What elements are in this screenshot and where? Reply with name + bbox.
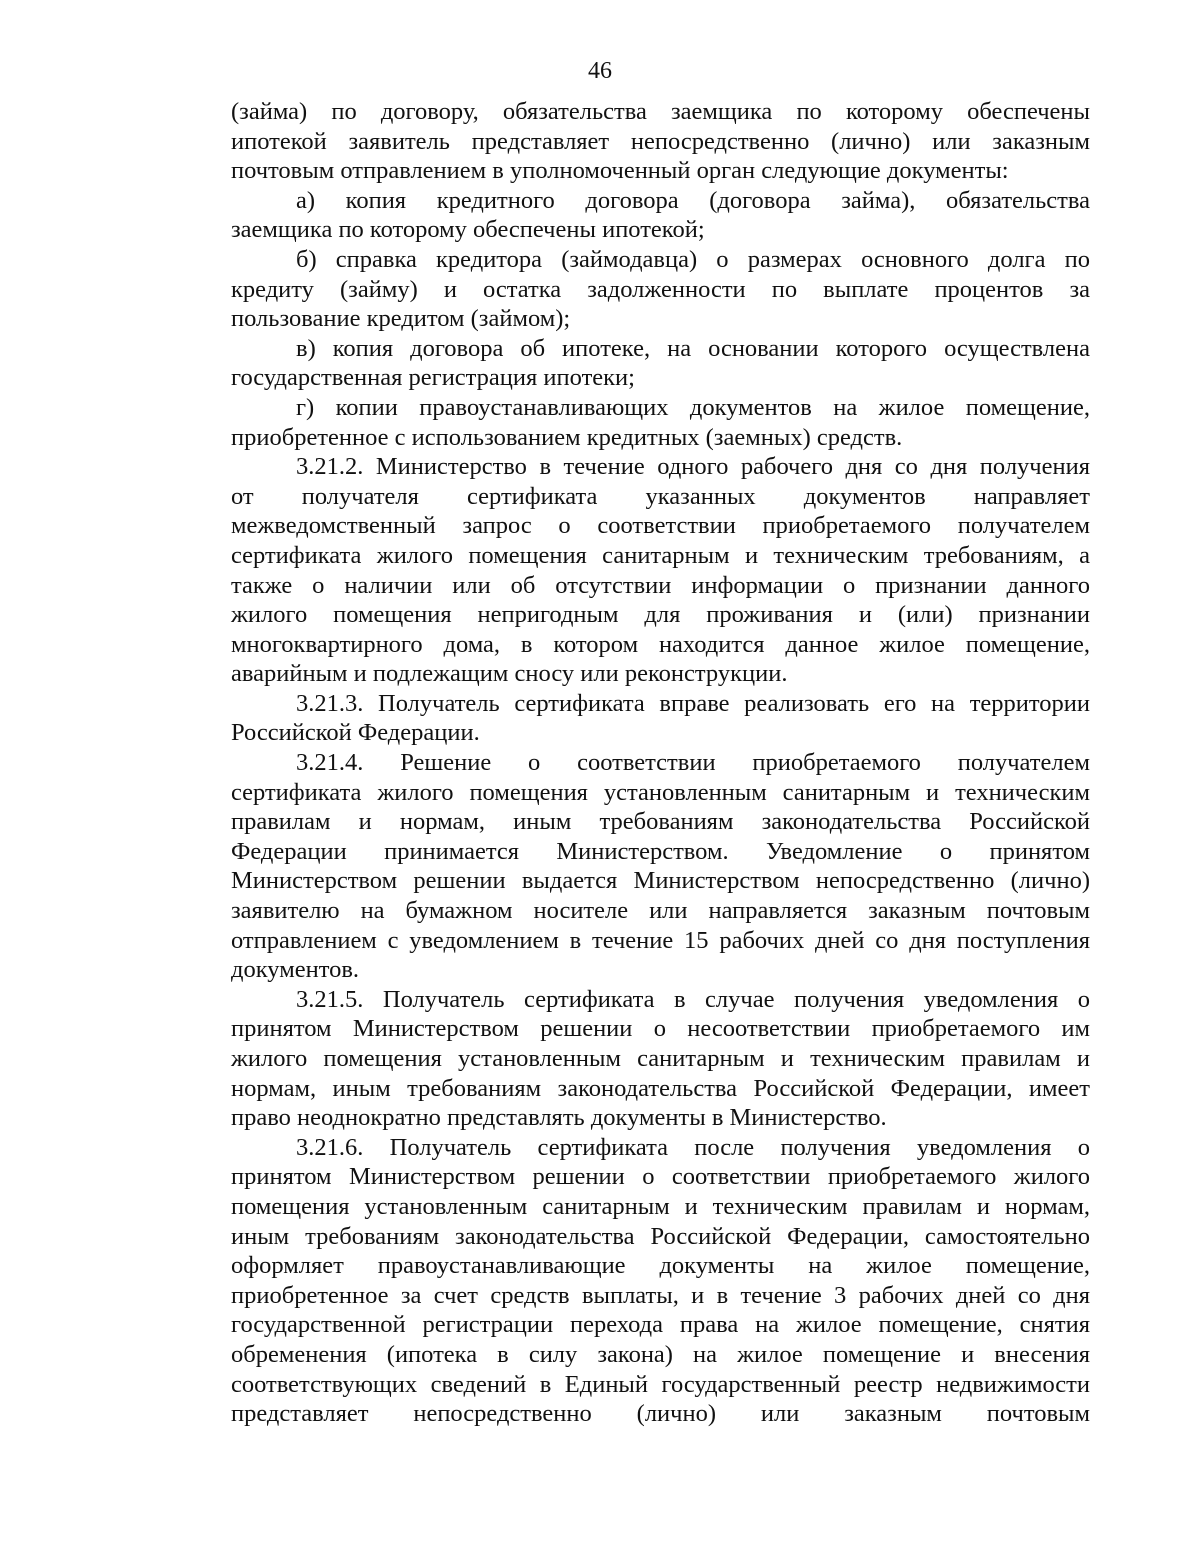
text-line: представляет непосредственно (лично) или заказным почтовым xyxy=(231,1400,1090,1428)
text-line: иным требованиям законодательства Российской Федерации, самостоятельно xyxy=(231,1222,1090,1250)
text-line: нормам, иным требованиям законодательства Российской Федерации, имеет xyxy=(231,1074,1090,1102)
text-line: оформляет правоустанавливающие документы на жилое помещение, xyxy=(231,1252,1090,1280)
text-line: Министерством решении выдается Министерством непосредственно (лично) xyxy=(231,867,1090,895)
text-line: Федерации принимается Министерством. Уведомление о принятом xyxy=(231,837,1090,865)
text-line: государственная регистрация ипотеки; xyxy=(231,364,635,392)
document-body xyxy=(231,97,1090,1429)
text-line: сертификата жилого помещения санитарным и техническим требованиям, а xyxy=(231,541,1090,569)
text-line: заемщика по которому обеспечены ипотекой; xyxy=(231,216,705,244)
text-line: 3.21.4. Решение о соответствии приобретаемого получателем xyxy=(296,749,1090,777)
text-line: жилого помещения непригодным для проживания и (или) признании xyxy=(231,601,1090,629)
text-line: аварийным и подлежащим сносу или реконструкции. xyxy=(231,660,788,688)
text-line: документов. xyxy=(231,956,360,984)
text-line: пользование кредитом (займом); xyxy=(231,305,571,333)
text-line: право неоднократно представлять документы в Министерство. xyxy=(231,1104,887,1132)
text-line: 3.21.5. Получатель сертификата в случае получения уведомления о xyxy=(296,985,1090,1013)
text-line: кредиту (займу) и остатка задолженности по выплате процентов за xyxy=(231,275,1090,303)
text-line: многоквартирного дома, в котором находится данное жилое помещение, xyxy=(231,630,1090,658)
text-line: ипотекой заявитель представляет непосредственно (лично) или заказным xyxy=(231,127,1090,155)
text-line: соответствующих сведений в Единый государственный реестр недвижимости xyxy=(231,1370,1090,1398)
text-line: заявителю на бумажном носителе или направляется заказным почтовым xyxy=(231,897,1090,925)
text-line: принятом Министерством решении о несоответствии приобретаемого им xyxy=(231,1015,1090,1043)
text-line: в) копия договора об ипотеке, на основании которого осуществлена xyxy=(296,334,1090,362)
text-line: (займа) по договору, обязательства заемщика по которому обеспечены xyxy=(231,98,1090,125)
text-line: правилам и нормам, иным требованиям законодательства Российской xyxy=(231,808,1090,836)
text-line: приобретенное с использованием кредитных (заемных) средств. xyxy=(231,423,903,451)
text-line: межведомственный запрос о соответствии приобретаемого получателем xyxy=(231,512,1090,540)
text-line: 3.21.3. Получатель сертификата вправе реализовать его на территории xyxy=(296,689,1090,717)
text-line: почтовым отправлением в уполномоченный орган следующие документы: xyxy=(231,157,1009,185)
text-line: помещения установленным санитарным и техническим правилам и нормам, xyxy=(231,1192,1090,1220)
text-line: от получателя сертификата указанных документов направляет xyxy=(231,482,1090,510)
text-line: отправлением с уведомлением в течение 15 рабочих дней со дня поступления xyxy=(231,926,1090,954)
text-line: 3.21.6. Получатель сертификата после получения уведомления о xyxy=(296,1133,1090,1161)
text-line: Российской Федерации. xyxy=(231,719,480,747)
text-line: а) копия кредитного договора (договора займа), обязательства xyxy=(296,186,1090,214)
page-number: 46 xyxy=(588,58,612,84)
text-line: государственной регистрации перехода права на жилое помещение, снятия xyxy=(231,1311,1090,1339)
text-line: г) копии правоустанавливающих документов на жилое помещение, xyxy=(296,393,1090,421)
text-line: принятом Министерством решении о соответствии приобретаемого жилого xyxy=(231,1163,1090,1191)
text-line: 3.21.2. Министерство в течение одного рабочего дня со дня получения xyxy=(296,453,1090,481)
text-line: сертификата жилого помещения установленным санитарным и техническим xyxy=(231,778,1090,806)
text-line: обременения (ипотека в силу закона) на жилое помещение и внесения xyxy=(231,1340,1090,1368)
text-line: приобретенное за счет средств выплаты, и в течение 3 рабочих дней со дня xyxy=(231,1281,1090,1309)
text-line: также о наличии или об отсутствии информации о признании данного xyxy=(231,571,1090,599)
text-line: жилого помещения установленным санитарным и техническим правилам и xyxy=(231,1045,1090,1072)
text-line: б) справка кредитора (займодавца) о размерах основного долга по xyxy=(296,245,1090,273)
